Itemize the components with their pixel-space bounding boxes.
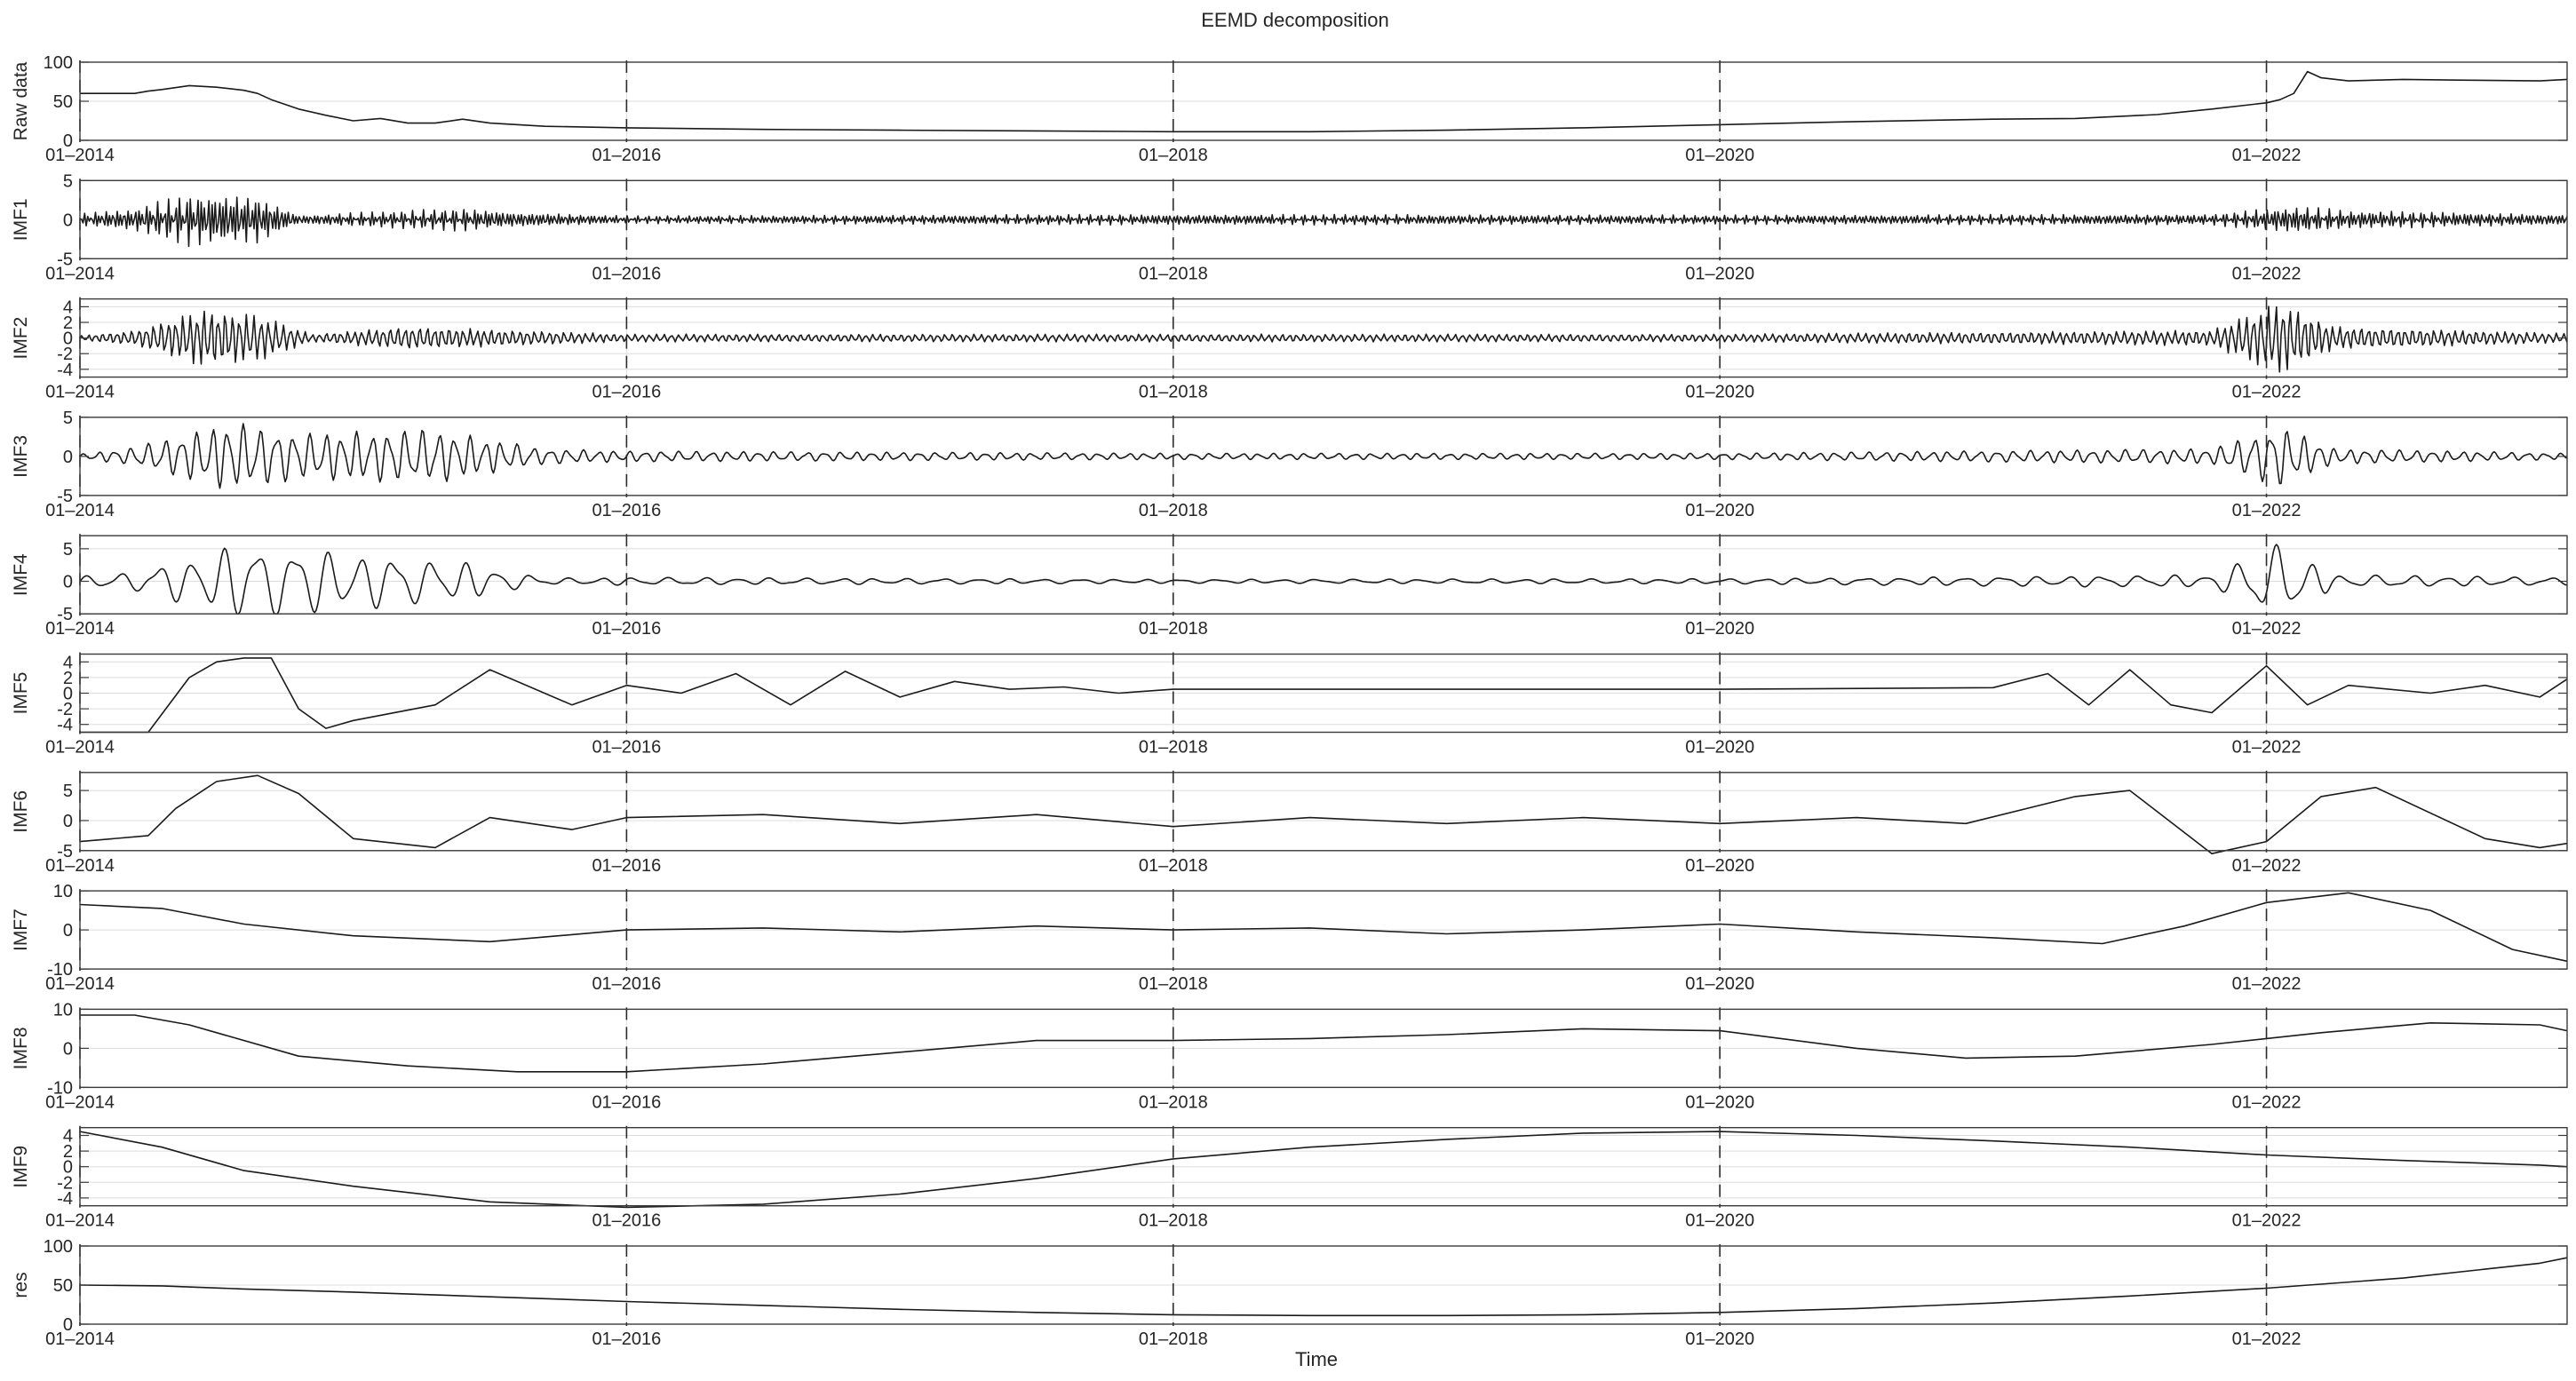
y-tick-label: -5 [57, 841, 73, 861]
y-tick-label: 0 [62, 329, 73, 349]
y-axis-label-imf6: IMF6 [11, 790, 31, 833]
y-tick-label: 4 [62, 1126, 73, 1147]
x-tick-label: 01–2016 [592, 737, 662, 758]
y-tick-label: -4 [57, 715, 73, 735]
x-tick-label: 01–2022 [2231, 974, 2302, 995]
y-tick-label: 0 [62, 572, 73, 592]
x-axis-label: Time [1294, 1348, 1339, 1370]
x-tick-label: 01–2016 [592, 1092, 662, 1113]
x-tick-label: 01–2018 [1138, 1092, 1208, 1113]
x-tick-label: 01–2014 [45, 737, 115, 758]
y-tick-label: 0 [62, 811, 73, 831]
y-axis-label-imf2: IMF2 [11, 316, 31, 360]
subplot-res [11, 1237, 2567, 1349]
x-tick-label: 01–2018 [1138, 1329, 1208, 1349]
y-axis-label-imf7: IMF7 [11, 909, 31, 952]
x-tick-label: 01–2022 [2231, 500, 2302, 520]
x-tick-label: 01–2020 [1685, 146, 1755, 165]
x-tick-label: 01–2016 [592, 855, 662, 876]
y-tick-label: 100 [43, 53, 73, 73]
y-tick-label: 0 [62, 447, 73, 467]
x-tick-label: 01–2016 [592, 1210, 662, 1231]
x-tick-label: 01–2018 [1138, 500, 1208, 520]
x-tick-label: 01–2018 [1138, 855, 1208, 876]
x-tick-label: 01–2020 [1685, 264, 1755, 284]
y-tick-label: 0 [62, 684, 73, 704]
y-tick-label: 50 [52, 1276, 73, 1296]
x-tick-label: 01–2020 [1685, 737, 1755, 758]
x-tick-label: 01–2016 [592, 382, 662, 402]
y-tick-label: 50 [52, 92, 73, 112]
series-line-imf1 [80, 197, 2567, 246]
subplot-raw-data [11, 53, 2567, 165]
y-tick-label: 10 [52, 882, 73, 902]
x-tick-label: 01–2018 [1138, 1210, 1208, 1231]
x-tick-label: 01–2020 [1685, 382, 1755, 402]
x-tick-label: 01–2014 [45, 500, 115, 520]
y-tick-label: -10 [47, 1078, 73, 1099]
y-tick-label: 5 [62, 408, 73, 428]
subplot-imf6 [11, 771, 2567, 876]
y-axis-label-imf1: IMF1 [11, 198, 31, 242]
x-tick-label: 01–2016 [592, 1329, 662, 1349]
x-tick-label: 01–2022 [2231, 737, 2302, 758]
x-tick-label: 01–2014 [45, 382, 115, 402]
y-tick-label: 5 [62, 782, 73, 802]
x-tick-label: 01–2022 [2231, 264, 2302, 284]
subplot-imf2 [11, 298, 2567, 402]
x-tick-label: 01–2018 [1138, 264, 1208, 284]
x-tick-label: 01–2020 [1685, 1329, 1755, 1349]
y-tick-label: 10 [52, 1000, 73, 1020]
x-tick-label: 01–2022 [2231, 1092, 2302, 1113]
y-axis-label-imf5: IMF5 [11, 671, 31, 715]
x-tick-label: 01–2016 [592, 974, 662, 995]
x-tick-label: 01–2016 [592, 500, 662, 520]
y-tick-label: -5 [57, 250, 73, 270]
x-tick-label: 01–2020 [1685, 974, 1755, 995]
x-tick-label: 01–2014 [45, 974, 115, 995]
y-tick-label: 100 [43, 1237, 73, 1257]
x-tick-label: 01–2020 [1685, 619, 1755, 639]
y-tick-label: -5 [57, 605, 73, 625]
y-axis-label-raw-data: Raw data [11, 61, 31, 141]
series-line-imf3 [80, 424, 2567, 488]
x-tick-label: 01–2016 [592, 146, 662, 165]
y-tick-label: -10 [47, 960, 73, 980]
y-tick-label: -4 [57, 1188, 73, 1209]
y-tick-label: -5 [57, 486, 73, 506]
subplot-imf3 [11, 409, 2567, 520]
x-tick-label: 01–2014 [45, 1329, 115, 1349]
subplot-imf1 [11, 171, 2567, 283]
x-tick-label: 01–2022 [2231, 1329, 2302, 1349]
y-tick-label: 0 [62, 1157, 73, 1178]
x-tick-label: 01–2018 [1138, 737, 1208, 758]
x-tick-label: 01–2020 [1685, 855, 1755, 876]
series-line-imf5 [80, 658, 2567, 733]
y-axis-label-imf8: IMF8 [11, 1027, 31, 1070]
subplot-imf4 [11, 534, 2567, 639]
subplot-imf8 [11, 1000, 2567, 1112]
x-tick-label: 01–2014 [45, 619, 115, 639]
x-tick-label: 01–2020 [1685, 1092, 1755, 1113]
subplot-imf7 [11, 882, 2567, 994]
x-tick-label: 01–2022 [2231, 146, 2302, 165]
series-line-imf9 [80, 1131, 2567, 1207]
x-tick-label: 01–2014 [45, 855, 115, 876]
y-tick-label: 2 [62, 314, 73, 333]
x-tick-label: 01–2018 [1138, 382, 1208, 402]
y-tick-label: 4 [62, 298, 73, 318]
y-axis-label-imf3: IMF3 [11, 434, 31, 478]
x-tick-label: 01–2014 [45, 264, 115, 284]
y-tick-label: -4 [57, 360, 73, 380]
y-tick-label: 0 [62, 921, 73, 941]
x-tick-label: 01–2022 [2231, 855, 2302, 876]
x-tick-label: 01–2018 [1138, 146, 1208, 165]
x-tick-label: 01–2016 [592, 264, 662, 284]
x-tick-label: 01–2022 [2231, 382, 2302, 402]
y-tick-label: -2 [57, 1173, 73, 1194]
y-tick-label: 0 [62, 1039, 73, 1060]
figure-title: EEMD decomposition [1201, 9, 1389, 31]
x-tick-label: 01–2014 [45, 146, 115, 165]
subplot-stack [11, 53, 2567, 1349]
y-tick-label: 2 [62, 1142, 73, 1163]
series-line-res [80, 1258, 2567, 1315]
y-tick-label: 2 [62, 668, 73, 688]
y-tick-label: 0 [62, 1315, 73, 1335]
y-axis-label-res: res [11, 1272, 31, 1298]
series-line-imf6 [80, 775, 2567, 853]
series-line-imf4 [80, 544, 2567, 614]
y-axis-label-imf4: IMF4 [11, 553, 31, 597]
y-tick-label: -2 [57, 700, 73, 720]
y-tick-label: 5 [62, 539, 73, 560]
series-line-imf2 [80, 306, 2567, 372]
x-tick-label: 01–2020 [1685, 1210, 1755, 1231]
axes-frame [80, 773, 2567, 851]
series-line-imf8 [80, 1015, 2567, 1072]
x-tick-label: 01–2022 [2231, 1210, 2302, 1231]
x-tick-label: 01–2022 [2231, 619, 2302, 639]
y-tick-label: 5 [62, 171, 73, 192]
x-tick-label: 01–2020 [1685, 500, 1755, 520]
x-tick-label: 01–2018 [1138, 974, 1208, 995]
y-axis-label-imf9: IMF9 [11, 1145, 31, 1188]
axes-frame [80, 536, 2567, 614]
y-tick-label: 4 [62, 653, 73, 673]
series-line-imf7 [80, 893, 2567, 961]
subplot-imf5 [11, 653, 2567, 758]
x-tick-label: 01–2014 [45, 1092, 115, 1113]
y-tick-label: 0 [62, 210, 73, 231]
x-tick-label: 01–2014 [45, 1210, 115, 1231]
x-tick-label: 01–2016 [592, 619, 662, 639]
y-tick-label: -2 [57, 345, 73, 365]
subplot-imf9 [11, 1126, 2567, 1231]
y-tick-label: 0 [62, 131, 73, 151]
x-tick-label: 01–2018 [1138, 619, 1208, 639]
